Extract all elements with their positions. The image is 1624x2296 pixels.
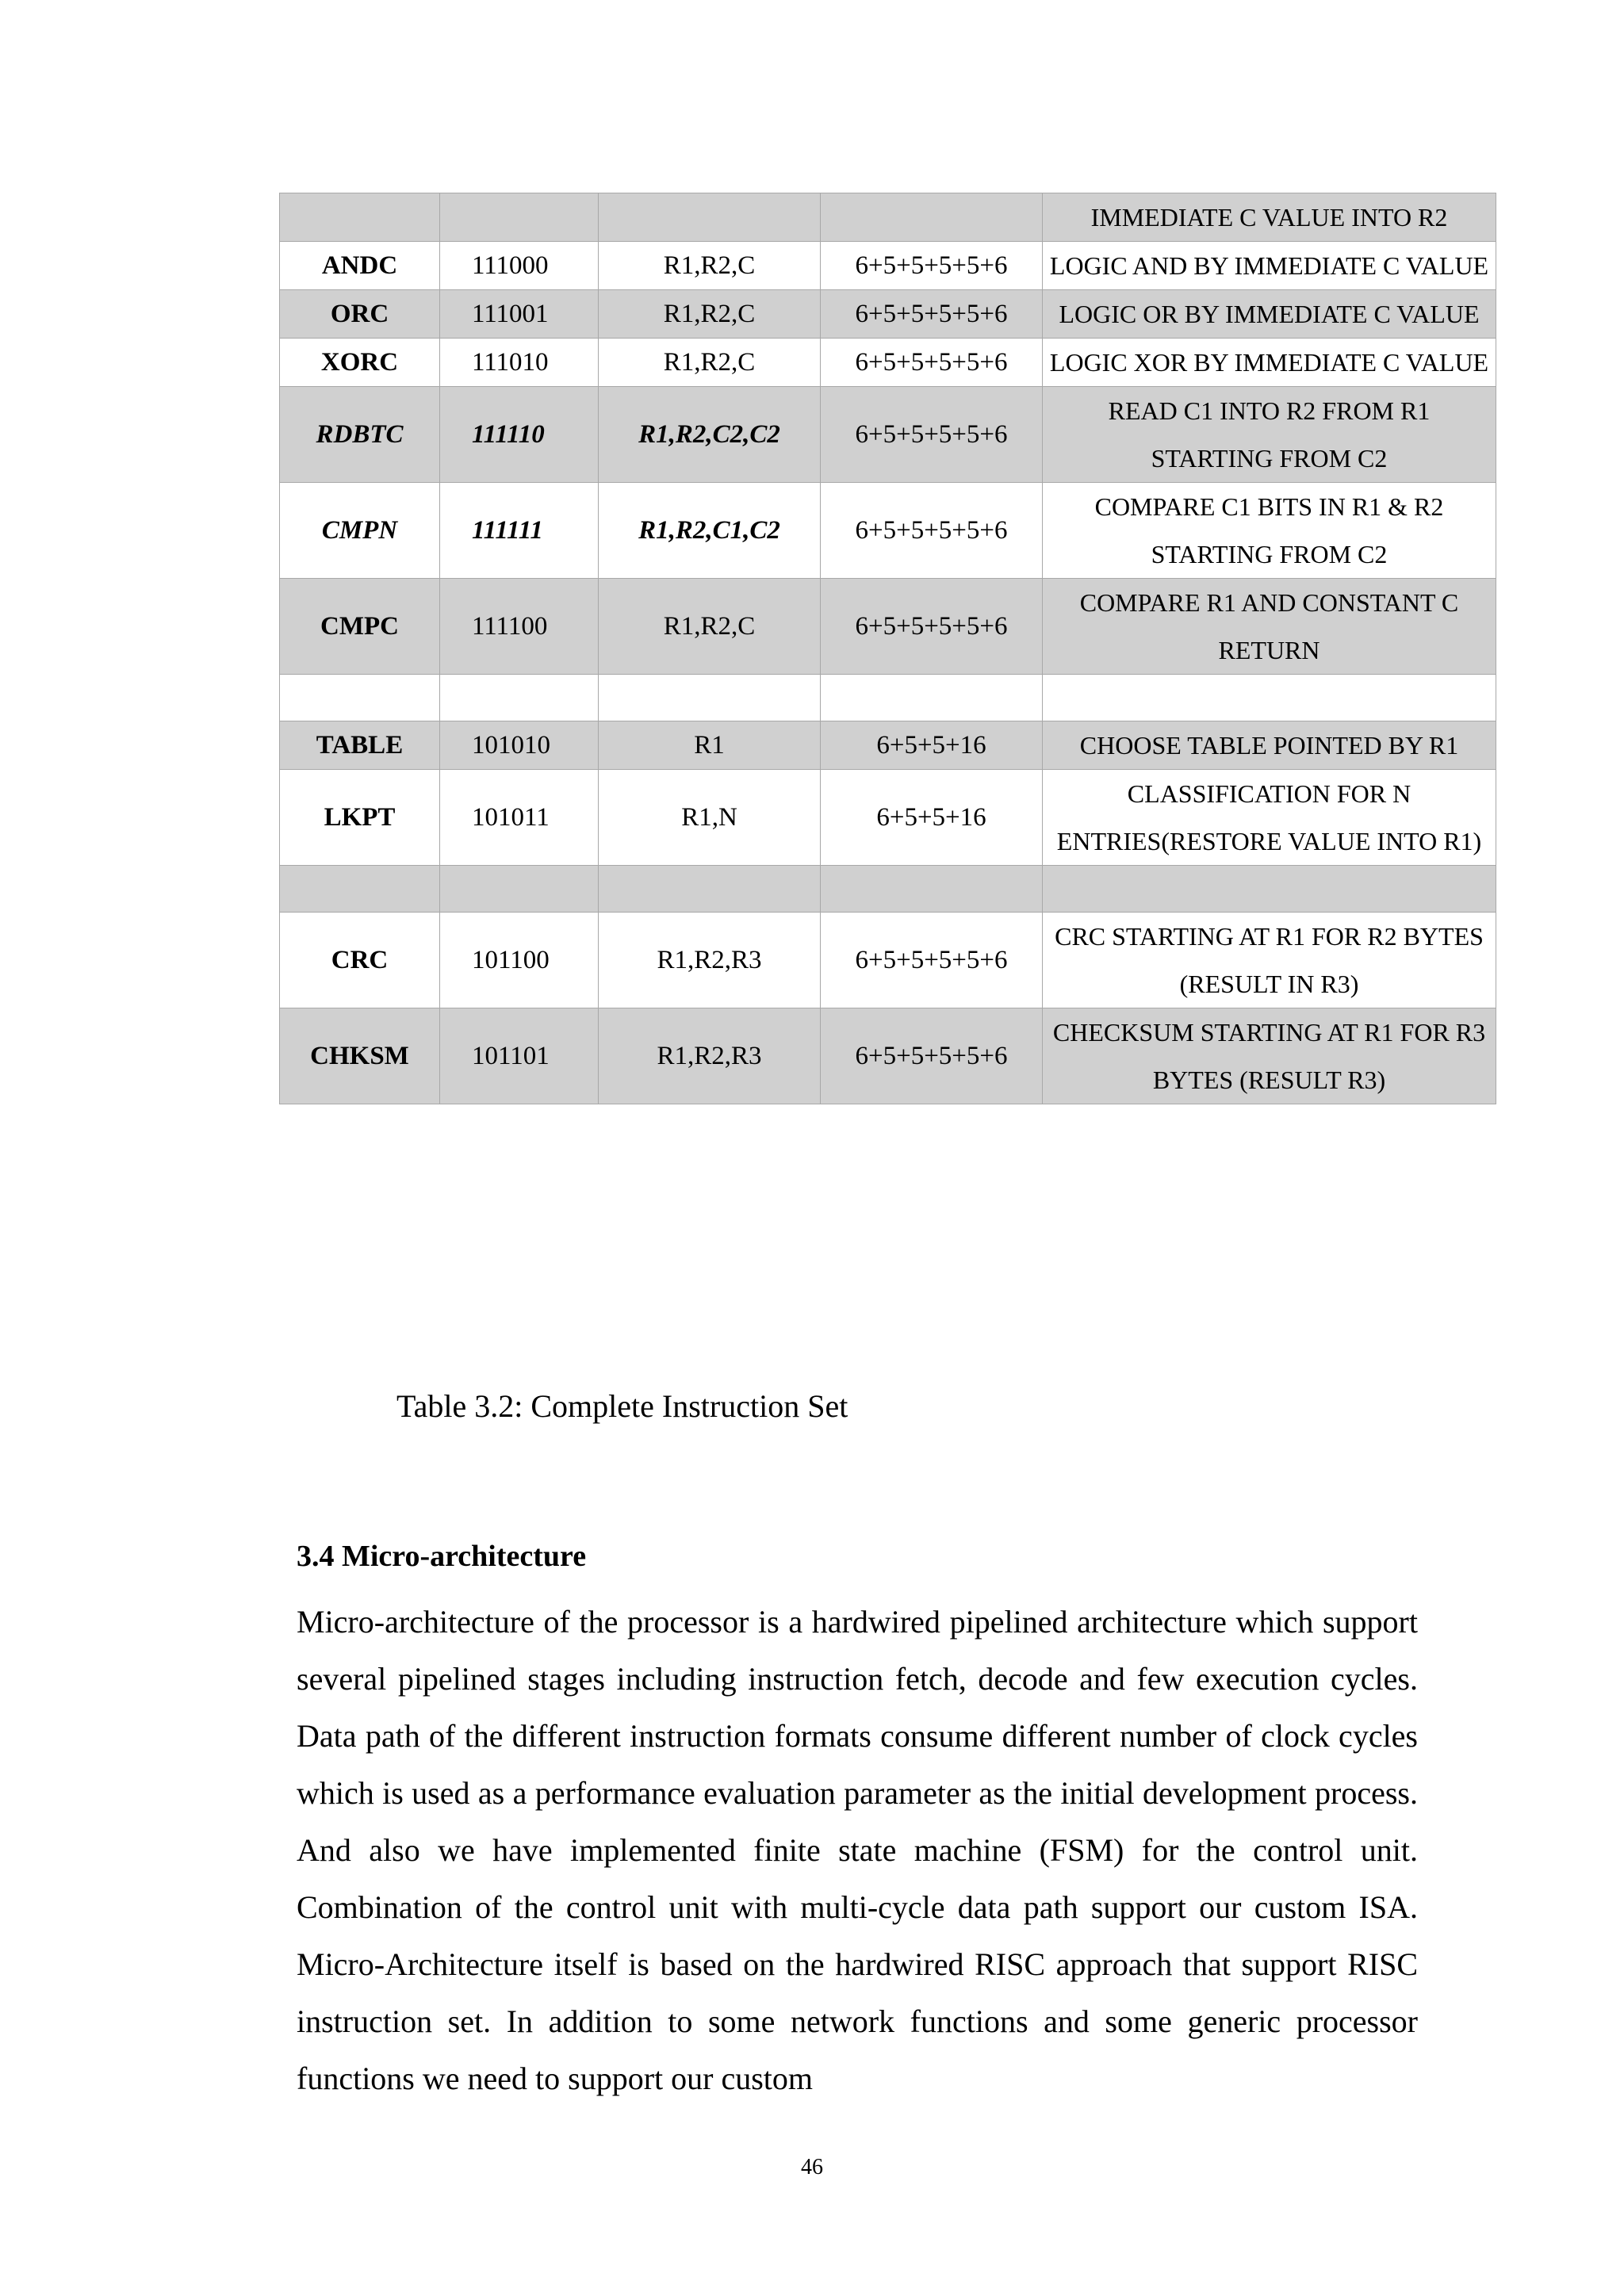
blank-cell xyxy=(440,866,599,913)
description-cell: CRC STARTING AT R1 FOR R2 BYTES (RESULT IN R3) xyxy=(1043,913,1496,1008)
mnemonic-cell: ORC xyxy=(280,290,440,339)
table-row xyxy=(280,242,1496,290)
body-paragraph: Micro-architecture of the processor is a hardwired pipelined architecture which support several pipelined stages including instruction fetch, decode and few execution cycles. Data path of the different instruction formats consume different number of clock cycles which is used as a performance evaluation parameter as the initial development process. And also we have implemented finite state machine (FSM) for the control unit. Combination of the control unit with multi-cycle data path support our custom ISA. Micro-Architecture itself is based on the hardwired RISC approach that support RISC instruction set. In addition to some network functions and some generic processor functions we need to support our custom xyxy=(297,1604,1418,2096)
operands-cell: R1,R2,R3 xyxy=(599,913,821,1008)
mnemonic-cell: ANDC xyxy=(280,242,440,290)
operands-cell: R1,R2,C xyxy=(599,579,821,675)
format-cell xyxy=(821,193,1043,242)
opcode-cell: 111001 xyxy=(440,290,599,339)
description-cell: READ C1 INTO R2 FROM R1 STARTING FROM C2 xyxy=(1043,387,1496,483)
format-cell: 6+5+5+5+5+6 xyxy=(821,913,1043,1008)
operands-cell: R1,R2,C xyxy=(599,242,821,290)
operands-cell: R1,R2,R3 xyxy=(599,1008,821,1104)
operands-cell: R1,R2,C xyxy=(599,290,821,339)
blank-cell xyxy=(280,675,440,721)
table-row xyxy=(280,387,1496,483)
opcode-cell: 111100 xyxy=(440,579,599,675)
opcode-cell: 101101 xyxy=(440,1008,599,1104)
opcode-cell: 111000 xyxy=(440,242,599,290)
description-cell: CHECKSUM STARTING AT R1 FOR R3 BYTES (RESULT R3) xyxy=(1043,1008,1496,1104)
table-row xyxy=(280,721,1496,770)
format-cell: 6+5+5+5+5+6 xyxy=(821,387,1043,483)
description-cell: CHOOSE TABLE POINTED BY R1 xyxy=(1043,721,1496,770)
blank-cell xyxy=(1043,866,1496,913)
description-cell: LOGIC XOR BY IMMEDIATE C VALUE xyxy=(1043,339,1496,387)
operands-cell: R1,R2,C1,C2 xyxy=(599,483,821,579)
mnemonic-cell: LKPT xyxy=(280,770,440,866)
operands-cell: R1,R2,C xyxy=(599,339,821,387)
opcode-cell: 101011 xyxy=(440,770,599,866)
opcode-cell: 101010 xyxy=(440,721,599,770)
opcode-cell xyxy=(440,193,599,242)
table-row xyxy=(280,913,1496,1008)
table-row xyxy=(280,770,1496,866)
table-row xyxy=(280,483,1496,579)
format-cell: 6+5+5+5+5+6 xyxy=(821,242,1043,290)
opcode-cell: 111010 xyxy=(440,339,599,387)
description-cell: CLASSIFICATION FOR N ENTRIES(RESTORE VALUE INTO R1) xyxy=(1043,770,1496,866)
description-cell: LOGIC AND BY IMMEDIATE C VALUE xyxy=(1043,242,1496,290)
description-cell: COMPARE R1 AND CONSTANT C RETURN xyxy=(1043,579,1496,675)
operands-cell xyxy=(599,193,821,242)
blank-cell xyxy=(599,866,821,913)
description-cell: LOGIC OR BY IMMEDIATE C VALUE xyxy=(1043,290,1496,339)
table-row xyxy=(280,579,1496,675)
mnemonic-cell: CRC xyxy=(280,913,440,1008)
format-cell: 6+5+5+5+5+6 xyxy=(821,290,1043,339)
mnemonic-cell: RDBTC xyxy=(280,387,440,483)
blank-cell xyxy=(821,866,1043,913)
blank-cell xyxy=(599,675,821,721)
table-row xyxy=(280,1008,1496,1104)
description-cell: COMPARE C1 BITS IN R1 & R2 STARTING FROM C2 xyxy=(1043,483,1496,579)
operands-cell: R1 xyxy=(599,721,821,770)
mnemonic-cell: CMPC xyxy=(280,579,440,675)
format-cell: 6+5+5+5+5+6 xyxy=(821,483,1043,579)
table-row-blank xyxy=(280,866,1496,913)
format-cell: 6+5+5+16 xyxy=(821,721,1043,770)
table-row-blank xyxy=(280,675,1496,721)
mnemonic-cell: XORC xyxy=(280,339,440,387)
operands-cell: R1,N xyxy=(599,770,821,866)
format-cell: 6+5+5+5+5+6 xyxy=(821,339,1043,387)
opcode-cell: 101100 xyxy=(440,913,599,1008)
opcode-cell: 111111 xyxy=(440,483,599,579)
blank-cell xyxy=(821,675,1043,721)
format-cell: 6+5+5+5+5+6 xyxy=(821,579,1043,675)
mnemonic-cell: CMPN xyxy=(280,483,440,579)
opcode-cell: 111110 xyxy=(440,387,599,483)
mnemonic-cell: CHKSM xyxy=(280,1008,440,1104)
table-caption: Table 3.2: Complete Instruction Set xyxy=(396,1388,848,1424)
blank-cell xyxy=(1043,675,1496,721)
page-number: 46 xyxy=(801,2155,823,2179)
table-row xyxy=(280,339,1496,387)
format-cell: 6+5+5+5+5+6 xyxy=(821,1008,1043,1104)
mnemonic-cell: TABLE xyxy=(280,721,440,770)
table-row xyxy=(280,290,1496,339)
blank-cell xyxy=(440,675,599,721)
operands-cell: R1,R2,C2,C2 xyxy=(599,387,821,483)
instruction-set-table xyxy=(279,193,1496,1104)
format-cell: 6+5+5+16 xyxy=(821,770,1043,866)
description-cell: IMMEDIATE C VALUE INTO R2 xyxy=(1043,193,1496,242)
table-row xyxy=(280,193,1496,242)
section-heading: 3.4 Micro-architecture xyxy=(297,1540,587,1573)
blank-cell xyxy=(280,866,440,913)
mnemonic-cell xyxy=(280,193,440,242)
